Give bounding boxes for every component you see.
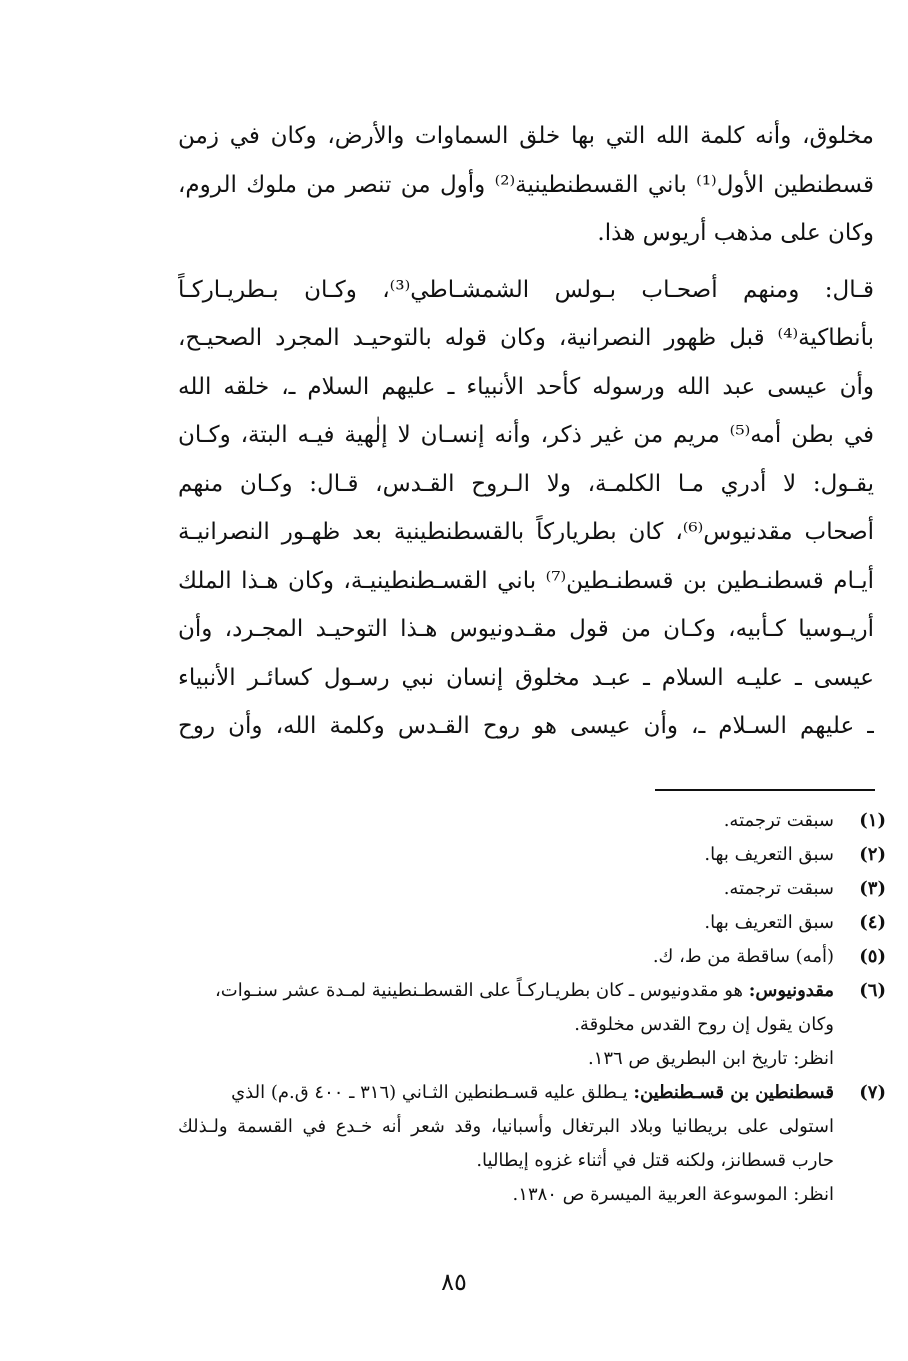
- footnote-3: [178, 872, 886, 906]
- footnote-definition: هو مقدونيوس ـ كان بطريـاركـاً على القسطـنطينية لمـدة عشر سنـوات،: [214, 980, 749, 1001]
- footnote-definition: يـطلق عليه قسـطنطين الثـاني (٣١٦ ـ ٤٠٠ ق.م) الذي: [231, 1082, 634, 1103]
- page-number: ٨٥: [441, 1268, 467, 1296]
- paragraph-2: [178, 266, 874, 751]
- text-line: بأنطاكية⁽⁴⁾ قبل ظهور النصرانية، وكان قوله بالتوحيـد المجرد الصحيـح،: [178, 325, 874, 351]
- footnote-6: [178, 974, 886, 1076]
- footnote-number: (٦): [859, 980, 886, 1001]
- text-line: يقـول: لا أدري مـا الكلمـة، ولا الـروح القـدس، قـال: وكـان منهم: [178, 470, 874, 497]
- text-line: في بطن أمه⁽⁵⁾ مريم من غير ذكر، وأنه إنسـان لا إلٰهية فيـه البتة، وكـان: [178, 422, 874, 448]
- footnote-body: [178, 974, 834, 1076]
- footnote-term: مقدونيوس:: [748, 980, 834, 1001]
- footnote-body: [178, 1076, 834, 1212]
- footnotes: [178, 804, 886, 1212]
- footnote-7: [178, 1076, 886, 1212]
- footnote-4: [178, 906, 886, 940]
- footnote-2: [178, 838, 886, 872]
- footnote-number: (١): [859, 810, 886, 831]
- footnote-text: [178, 974, 834, 1008]
- footnote-text: سبق التعريف بها.: [704, 912, 834, 933]
- footnote-body: [178, 940, 834, 974]
- footnote-body: [178, 804, 834, 838]
- footnote-number: (٥): [859, 946, 886, 967]
- paragraph-1: [178, 112, 874, 258]
- text-line: أيـام قسطنـطين بن قسطنـطين⁽⁷⁾ باني القسـطنطينيـة، وكان هـذا الملك: [178, 567, 874, 594]
- footnote-text: سبق التعريف بها.: [704, 844, 834, 865]
- footnote-source: انظر: الموسوعة العربية الميسرة ص ١٣٨٠.: [512, 1184, 834, 1205]
- main-text: [178, 112, 874, 751]
- paragraph-gap: [178, 258, 874, 266]
- text-line: قـال: ومنهم أصحـاب بـولس الشمشـاطي⁽³⁾، وكـان بـطريـاركـاً: [178, 276, 874, 303]
- text-line: مخلوق، وأنه كلمة الله التي بها خلق السماوات والأرض، وكان في زمن: [178, 123, 874, 149]
- footnote-number: (٧): [859, 1082, 886, 1103]
- footnote-number: (٣): [859, 878, 886, 899]
- footnote-5: [178, 940, 886, 974]
- footnote-separator: [655, 789, 875, 791]
- footnote-source: انظر: تاريخ ابن البطريق ص ١٣٦.: [587, 1048, 834, 1069]
- footnote-number: (٤): [859, 912, 886, 933]
- text-line: أريـوسيا كـأبيه، وكـان من قول مقـدونيوس هـذا التوحيـد المجـرد، وأن: [178, 616, 874, 642]
- footnote-text: استولى على بريطانيا وبلاد البرتغال وأسبانيا، وقد شعر أنه خـدع في القسمة ولـذلك: [178, 1116, 834, 1137]
- footnote-text: (أمه) ساقطة من ط، ك.: [652, 946, 834, 967]
- text-line: أصحاب مقدنيوس⁽⁶⁾، كان بطرياركاً بالقسطنطينية بعد ظهـور النصرانيـة: [178, 519, 874, 545]
- text-line: قسطنطين الأول⁽¹⁾ باني القسطنطينية⁽²⁾ وأول من تنصر من ملوك الروم،: [178, 171, 874, 198]
- text-line: عيسى ـ عليـه السلام ـ عبـد مخلوق إنسان نبي رسـول كسائـر الأنبياء: [178, 664, 874, 691]
- footnote-text: وكان يقول إن روح القدس مخلوقة.: [574, 1014, 834, 1035]
- text-line: وكان على مذهب أريوس هذا.: [597, 220, 874, 246]
- footnote-text: حارب قسطانز، ولكنه قتل في أثناء غزوه إيطاليا.: [476, 1150, 834, 1171]
- footnote-number: (٢): [859, 844, 886, 865]
- footnote-text: سبقت ترجمته.: [723, 810, 834, 831]
- footnote-body: [178, 872, 834, 906]
- footnote-term: قسطنطين بن قسـطنطين:: [633, 1082, 834, 1103]
- footnote-body: [178, 906, 834, 940]
- footnote-text: سبقت ترجمته.: [723, 878, 834, 899]
- footnote-body: [178, 838, 834, 872]
- footnote-text: [178, 1076, 834, 1110]
- text-line: ـ عليهم السـلام ـ، وأن عيسى هو روح القـدس وكلمة الله، وأن روح: [178, 713, 874, 739]
- footnote-1: [178, 804, 886, 838]
- text-line: وأن عيسى عبد الله ورسوله كأحد الأنبياء ـ عليهم السلام ـ، خلقه الله: [178, 373, 874, 400]
